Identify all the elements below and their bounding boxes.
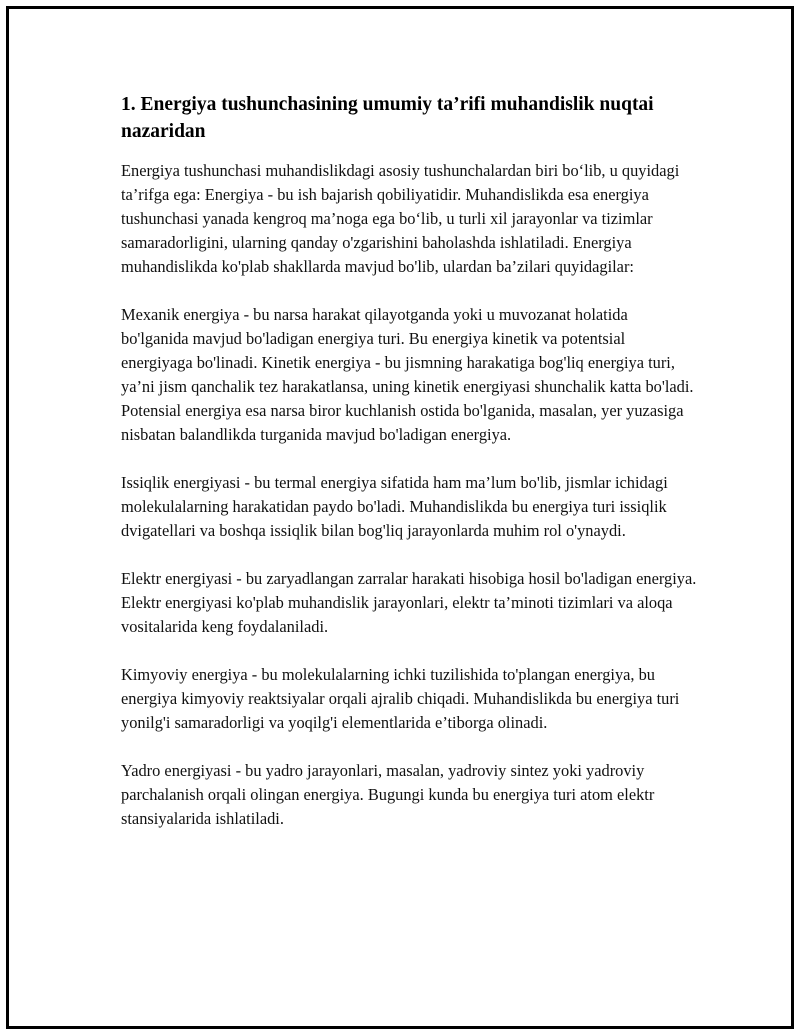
- document-body: [121, 91, 697, 855]
- section-heading: 1. Energiya tushunchasining umumiy ta’rifi muhandislik nuqtai nazaridan: [121, 94, 654, 142]
- paragraph-nuclear-energy: Yadro energiyasi - bu yadro jarayonlari, masalan, yadroviy sintez yoki yadroviy parchalanish orqali olingan energiya. Bugungi kunda bu energiya turi atom elektr stansiyalarida ishlatiladi.: [121, 761, 655, 828]
- paragraph-electric-energy: Elektr energiyasi - bu zaryadlangan zarralar harakati hisobiga hosil bo'ladigan energiya. Elektr energiyasi ko'plab muhandislik jarayonlari, elektr ta’minoti tizimlari va aloqa vositalarida keng foydalaniladi.: [121, 569, 697, 636]
- paragraph-chemical-energy: Kimyoviy energiya - bu molekulalarning ichki tuzilishida to'plangan energiya, bu energiya kimyoviy reaktsiyalar orqali ajralib chiqadi. Muhandislikda bu energiya turi yonilg'i samaradorligi va yoqilg'i elementlarida e’tiborga olinadi.: [121, 665, 680, 732]
- paragraph-mechanical-energy: Mexanik energiya - bu narsa harakat qilayotganda yoki u muvozanat holatida bo'lganida mavjud bo'ladigan energiya turi. Bu energiya kinetik va potentsial energiyaga bo'linadi. Kinetik energiya - bu jismning harakatiga bog'liq energiya turi, ya’ni jism qanchalik tez harakatlansa, uning kinetik energiyasi shunchalik katta bo'ladi. Potensial energiya esa narsa biror kuchlanish ostida bo'lganida, masalan, yer yuzasiga nisbatan balandlikda turganida mavjud bo'ladigan energiya.: [121, 305, 694, 444]
- paragraph-thermal-energy: Issiqlik energiyasi - bu termal energiya sifatida ham ma’lum bo'lib, jismlar ichidagi molekulalarning harakatidan paydo bo'ladi. Muhandislikda bu energiya turi issiqlik dvigatellari va boshqa issiqlik bilan bog'liq jarayonlarda muhim rol o'ynaydi.: [121, 473, 668, 540]
- page-frame: [6, 6, 794, 1029]
- paragraph-intro: Energiya tushunchasi muhandislikdagi asosiy tushunchalardan biri bo‘lib, u quyidagi ta’rifga ega: Energiya - bu ish bajarish qobiliyatidir. Muhandislikda esa energiya tushunchasi yanada kengroq ma’noga ega bo‘lib, u turli xil jarayonlar va tizimlar samaradorligini, ularning qanday o'zgarishini baholashda ishlatiladi. Energiya muhandislikda ko'plab shakllarda mavjud bo'lib, ulardan ba’zilari quyidagilar:: [121, 161, 680, 276]
